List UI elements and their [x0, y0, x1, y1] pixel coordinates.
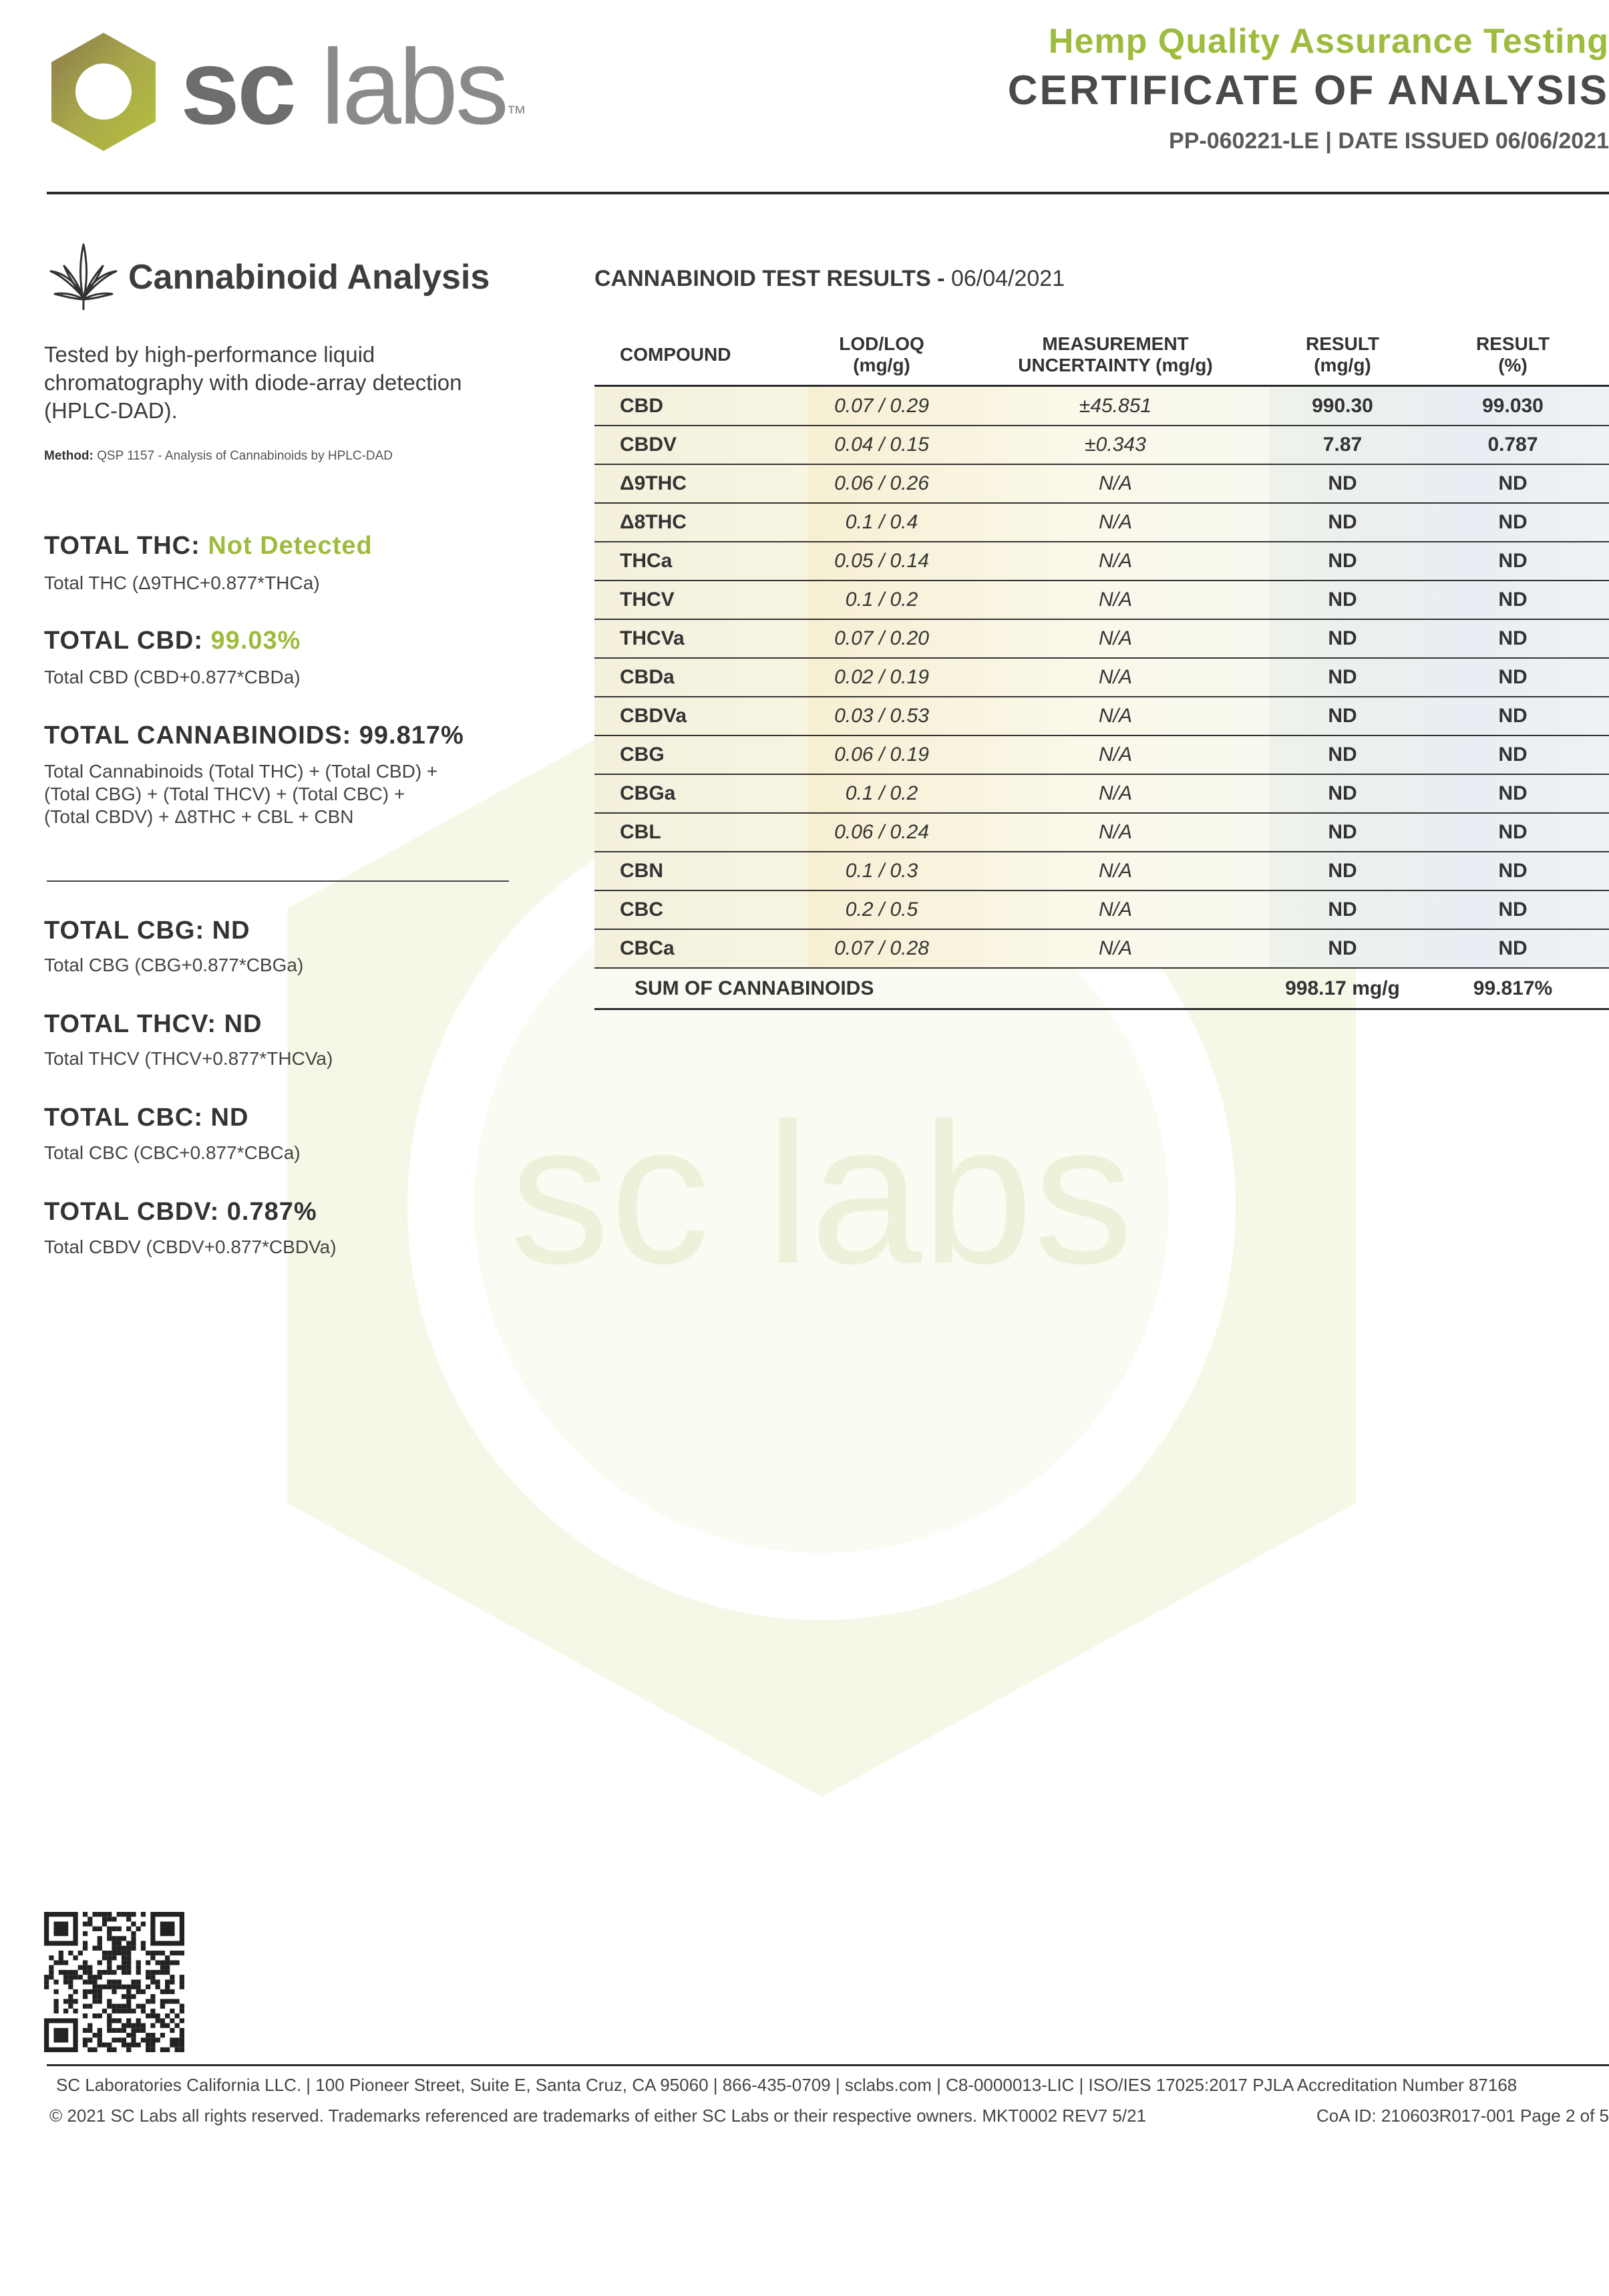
cell-unc: N/A — [1098, 627, 1132, 649]
cannabis-leaf-icon — [47, 239, 120, 313]
section-title: Cannabinoid Analysis — [128, 258, 490, 297]
table-row — [594, 503, 1609, 542]
cell-compound: Δ8THC — [620, 511, 687, 533]
watermark-text: sc labs — [510, 1081, 1133, 1305]
total-cbd-heading: TOTAL CBD: 99.03% — [44, 627, 301, 655]
cell-lod: 0.07 / 0.20 — [834, 627, 929, 649]
header-result-pct: RESULT (%) — [1476, 333, 1550, 375]
cell-unc: N/A — [1098, 550, 1132, 572]
cell-mg: ND — [1328, 705, 1357, 727]
cell-lod: 0.1 / 0.3 — [845, 860, 918, 882]
cell-pct: 99.030 — [1482, 395, 1544, 417]
total-cbc-formula: Total CBC (CBC+0.877*CBCa) — [44, 1142, 301, 1163]
method-label: Method: — [44, 449, 94, 463]
table-row — [594, 774, 1609, 813]
cell-unc: N/A — [1098, 744, 1132, 766]
cell-pct: ND — [1498, 821, 1528, 843]
table-bottom-rule — [594, 1008, 1609, 1010]
cell-mg: ND — [1328, 472, 1357, 494]
cell-lod: 0.1 / 0.2 — [845, 589, 918, 611]
cell-compound: CBDa — [620, 666, 675, 688]
footer-copyright: © 2021 SC Labs all rights reserved. Trademarks referenced are trademarks of either SC Labs or their respective owners. MKT0002 REV7 5/21 — [49, 2106, 1147, 2126]
sum-mg: 998.17 mg/g — [1285, 977, 1400, 999]
cell-unc: N/A — [1098, 782, 1132, 804]
results-date: 06/04/2021 — [950, 266, 1065, 291]
table-row — [594, 542, 1609, 581]
cell-unc: N/A — [1098, 860, 1132, 882]
table-row — [594, 735, 1609, 774]
cell-unc: N/A — [1098, 472, 1132, 494]
cell-lod: 0.02 / 0.19 — [834, 666, 929, 688]
cell-compound: CBD — [620, 395, 663, 417]
header-divider — [47, 192, 1609, 194]
table-row — [594, 387, 1609, 426]
table-row — [594, 852, 1609, 890]
cell-unc: N/A — [1098, 705, 1132, 727]
results-title: CANNABINOID TEST RESULTS - 06/04/2021 — [594, 266, 1065, 291]
cell-unc: N/A — [1098, 511, 1132, 533]
table-row — [594, 619, 1609, 658]
cell-mg: 7.87 — [1322, 434, 1363, 456]
cell-mg: ND — [1328, 821, 1357, 843]
table-row — [594, 890, 1609, 929]
cell-pct: ND — [1498, 705, 1528, 727]
table-header-row — [594, 325, 1609, 385]
total-cbg-value: ND — [212, 917, 250, 945]
cell-pct: 0.787 — [1487, 434, 1538, 456]
cell-mg: ND — [1328, 782, 1357, 804]
logo-hexagon-icon — [47, 30, 160, 154]
cell-unc: N/A — [1098, 937, 1132, 959]
cell-compound: THCa — [620, 550, 673, 572]
total-cbdv-heading: TOTAL CBDV: 0.787% — [44, 1198, 317, 1226]
header-compound: COMPOUND — [620, 344, 731, 365]
header-meta: PP-060221-LE | DATE ISSUED 06/06/2021 — [1169, 128, 1609, 154]
cell-mg: ND — [1328, 589, 1357, 611]
cell-lod: 0.07 / 0.29 — [834, 395, 929, 417]
cell-mg: ND — [1328, 898, 1357, 921]
method-note — [44, 449, 393, 464]
header-title: CERTIFICATE OF ANALYSIS — [1007, 67, 1609, 114]
cell-lod: 0.1 / 0.4 — [845, 511, 918, 533]
cell-unc: ±45.851 — [1079, 395, 1152, 417]
cell-lod: 0.2 / 0.5 — [845, 898, 918, 921]
cell-unc: N/A — [1098, 589, 1132, 611]
cell-lod: 0.07 / 0.28 — [834, 937, 929, 959]
total-cannabinoids-formula-2: (Total CBG) + (Total THCV) + (Total CBC) + — [44, 784, 405, 804]
footer-coa-id: CoA ID: 210603R017-001 Page 2 of 5 — [1316, 2106, 1609, 2126]
cell-compound: CBGa — [620, 782, 676, 804]
cell-lod: 0.04 / 0.15 — [834, 434, 929, 456]
header-subtitle: Hemp Quality Assurance Testing — [1048, 22, 1609, 61]
table-row — [594, 697, 1609, 735]
total-cannabinoids-formula-3: (Total CBDV) + Δ8THC + CBL + CBN — [44, 806, 354, 827]
cell-lod: 0.06 / 0.24 — [834, 821, 929, 843]
total-thc-formula: Total THC (Δ9THC+0.877*THCa) — [44, 572, 320, 593]
cell-compound: CBDVa — [620, 705, 687, 727]
cell-lod: 0.1 / 0.2 — [845, 782, 918, 804]
logo-trademark: ™ — [506, 102, 526, 124]
total-thcv-heading: TOTAL THCV: ND — [44, 1010, 262, 1038]
cell-mg: ND — [1328, 744, 1357, 766]
total-cbd-value: 99.03% — [210, 627, 301, 655]
cell-compound: CBCa — [620, 937, 675, 959]
table-row — [594, 581, 1609, 619]
cell-compound: THCVa — [620, 627, 685, 649]
cell-mg: ND — [1328, 550, 1357, 572]
cell-pct: ND — [1498, 666, 1528, 688]
total-cannabinoids-heading: TOTAL CANNABINOIDS: 99.817% — [44, 721, 464, 750]
footer-address: SC Laboratories California LLC. | 100 Pioneer Street, Suite E, Santa Cruz, CA 95060 | 866-435-0709 | sclabs.com | C8-0000013-LIC | ISO/IES 17025:2017 PJLA Accreditation Number 87168 — [56, 2075, 1517, 2095]
total-cannabinoids-formula-1: Total Cannabinoids (Total THC) + (Total CBD) + — [44, 761, 438, 782]
cell-unc: N/A — [1098, 821, 1132, 843]
cell-pct: ND — [1498, 589, 1528, 611]
method-text: QSP 1157 - Analysis of Cannabinoids by HPLC-DAD — [97, 449, 393, 463]
cell-mg: ND — [1328, 937, 1357, 959]
cell-compound: CBL — [620, 821, 661, 843]
total-cbc-value: ND — [210, 1104, 249, 1132]
qr-code-icon[interactable] — [44, 1912, 184, 2052]
cell-pct: ND — [1498, 511, 1528, 533]
cell-unc: ±0.343 — [1085, 434, 1146, 456]
total-cbdv-formula: Total CBDV (CBDV+0.877*CBDVa) — [44, 1237, 337, 1257]
total-cbc-heading: TOTAL CBC: ND — [44, 1104, 249, 1132]
cell-mg: ND — [1328, 666, 1357, 688]
sum-label: SUM OF CANNABINOIDS — [635, 977, 874, 999]
total-cbdv-value: 0.787% — [226, 1198, 317, 1226]
logo-wordmark — [180, 27, 526, 147]
total-cbg-heading: TOTAL CBG: ND — [44, 917, 250, 945]
cell-lod: 0.06 / 0.19 — [834, 744, 929, 766]
table-row — [594, 658, 1609, 697]
logo-sc: sc — [180, 27, 294, 146]
cell-pct: ND — [1498, 860, 1528, 882]
cell-mg: 990.30 — [1312, 395, 1373, 417]
cell-mg: ND — [1328, 627, 1357, 649]
section-description: Tested by high-performance liquid chromatography with diode-array detection (HPLC-DAD). — [44, 342, 462, 423]
table-row — [594, 929, 1609, 968]
total-cbg-formula: Total CBG (CBG+0.877*CBGa) — [44, 955, 304, 975]
cell-mg: ND — [1328, 511, 1357, 533]
cell-compound: CBG — [620, 744, 665, 766]
total-thcv-formula: Total THCV (THCV+0.877*THCVa) — [44, 1048, 333, 1069]
total-cannabinoids-value: 99.817% — [359, 721, 464, 750]
header-result-mg: RESULT (mg/g) — [1306, 333, 1379, 375]
cell-compound: CBN — [620, 860, 663, 882]
cell-lod: 0.06 / 0.26 — [834, 472, 929, 494]
sum-row — [594, 969, 1609, 1008]
sum-pct: 99.817% — [1473, 977, 1553, 999]
cell-pct: ND — [1498, 782, 1528, 804]
cell-pct: ND — [1498, 898, 1528, 921]
header-lod: LOD/LOQ (mg/g) — [839, 333, 924, 375]
logo-labs: labs — [321, 27, 506, 146]
cell-pct: ND — [1498, 937, 1528, 959]
cell-compound: CBC — [620, 898, 663, 921]
total-thc-value: Not Detected — [208, 532, 373, 560]
total-thcv-value: ND — [224, 1010, 262, 1038]
total-thc-heading: TOTAL THC: Not Detected — [44, 532, 373, 560]
table-row — [594, 426, 1609, 464]
cell-unc: N/A — [1098, 666, 1132, 688]
cell-pct: ND — [1498, 550, 1528, 572]
left-divider — [47, 880, 509, 882]
cell-pct: ND — [1498, 472, 1528, 494]
cell-mg: ND — [1328, 860, 1357, 882]
footer-divider — [47, 2064, 1609, 2066]
cell-compound: CBDV — [620, 434, 677, 456]
cell-compound: THCV — [620, 589, 675, 611]
table-row — [594, 464, 1609, 503]
total-cbd-formula: Total CBD (CBD+0.877*CBDa) — [44, 667, 301, 687]
header-uncertainty: MEASUREMENT UNCERTAINTY (mg/g) — [1018, 333, 1213, 375]
cell-pct: ND — [1498, 744, 1528, 766]
cell-unc: N/A — [1098, 898, 1132, 921]
cell-lod: 0.03 / 0.53 — [834, 705, 929, 727]
cell-lod: 0.05 / 0.14 — [834, 550, 929, 572]
cell-pct: ND — [1498, 627, 1528, 649]
cell-compound: Δ9THC — [620, 472, 687, 494]
table-row — [594, 813, 1609, 852]
row-divider — [594, 967, 1609, 969]
